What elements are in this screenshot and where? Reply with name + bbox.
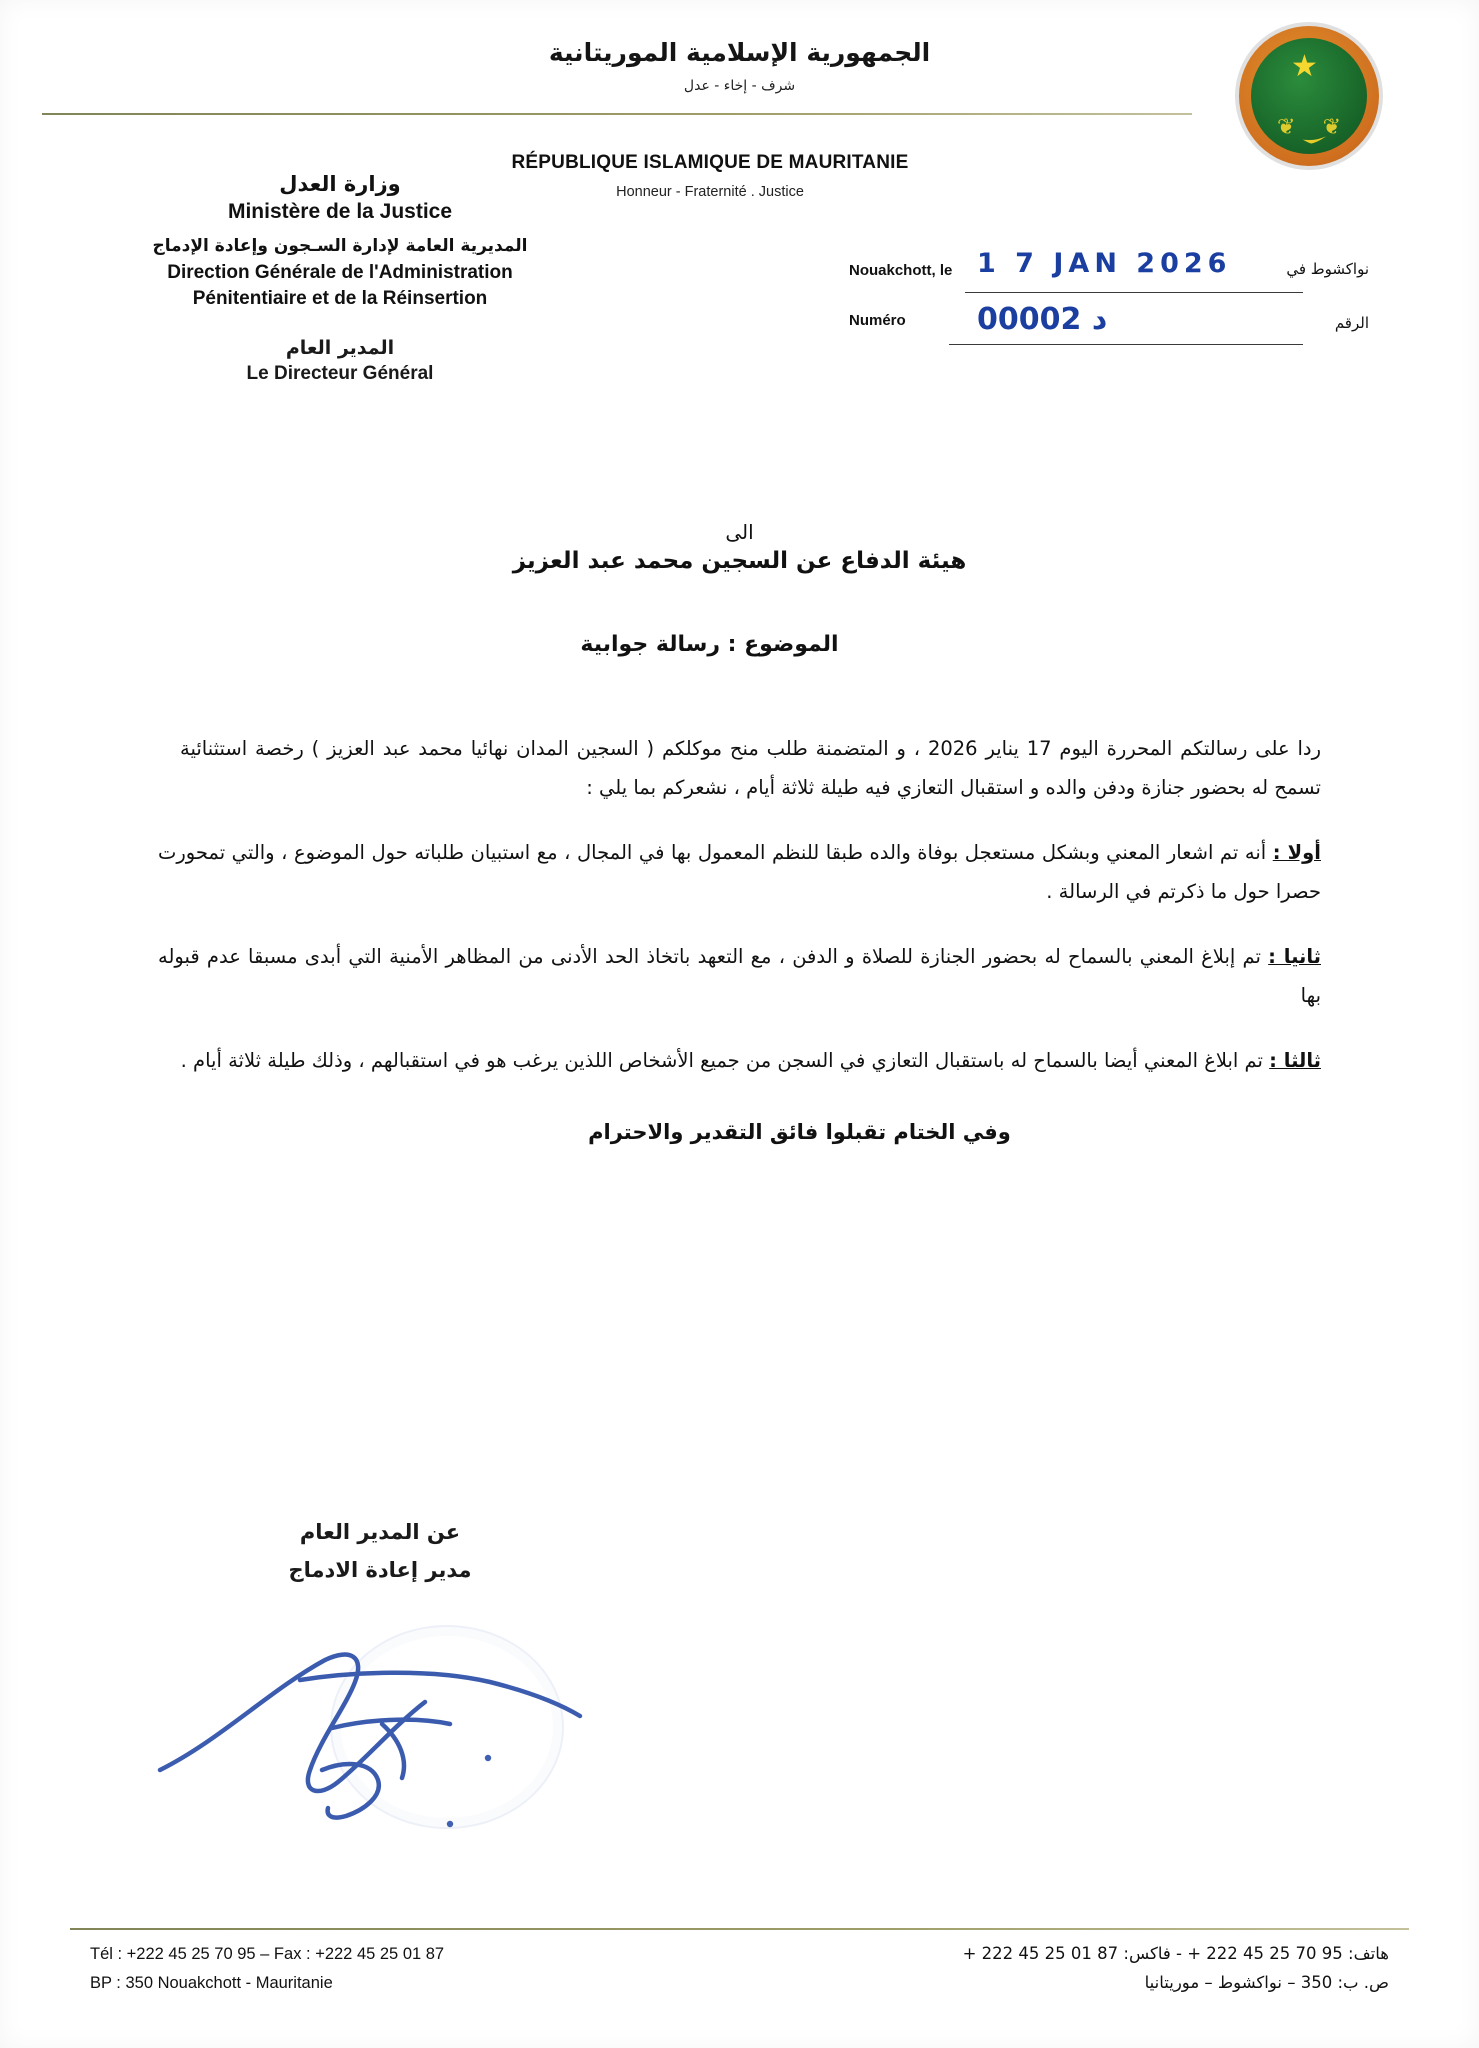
document-footer xyxy=(90,1940,1389,2010)
ministry-name-arabic: وزارة العدل xyxy=(279,172,401,196)
state-motto-arabic: شرف - إخاء - عدل xyxy=(683,78,796,94)
recipient-name: هيئة الدفاع عن السجين محمد عبد العزيز xyxy=(512,548,967,574)
letter-meta xyxy=(849,248,1369,356)
emblem-inner xyxy=(1251,38,1367,154)
date-label-arabic: نواكشوط في xyxy=(1286,260,1369,278)
letter-point-2 xyxy=(110,937,1369,1015)
directorate-french-line1: Direction Générale de l'Administration xyxy=(167,262,513,283)
state-name-arabic: الجمهورية الإسلامية الموريتانية xyxy=(548,38,931,67)
date-value: 1 7 JAN 2026 xyxy=(977,248,1232,279)
point-3-lead: ثالثا : xyxy=(1269,1049,1321,1072)
letter-body xyxy=(110,520,1369,1144)
number-row xyxy=(849,302,1369,356)
footer-address-french: BP : 350 Nouakchott - Mauritanie xyxy=(90,1973,333,1992)
footer-phone-fax-french: Tél : +222 45 25 70 95 – Fax : +222 45 25 01 87 xyxy=(90,1945,445,1963)
number-label-french: Numéro xyxy=(849,312,906,329)
directorate-arabic: المديرية العامة لإدارة السـجون وإعادة الإدماج xyxy=(152,236,528,256)
state-motto-french: Honneur - Fraternité . Justice xyxy=(616,184,804,200)
signature-line-1: عن المدير العام xyxy=(299,1520,461,1544)
point-1-text: أنه تم اشعار المعني وبشكل مستعجل بوفاة والده طبقا للنظم المعمول بها في المجال ، مع استبيان طلباته حول الموضوع ، والتي تمحورت حصرا حول ما ذكرتم في الرسالة . xyxy=(158,841,1321,903)
footer-french xyxy=(90,1940,444,1998)
signature-line-2: مدير إعادة الادماج xyxy=(288,1558,472,1582)
palm-left-icon: ❦ xyxy=(1277,114,1296,139)
letter-subject: الموضوع : رسالة جوابية xyxy=(580,632,839,657)
footer-divider xyxy=(70,1928,1409,1930)
ministry-block xyxy=(60,172,620,385)
number-underline xyxy=(949,344,1303,345)
official-round-stamp xyxy=(330,1625,564,1829)
point-3-text: تم ابلاغ المعني أيضا بالسماح له باستقبال التعازي في السجن من جميع الأشخاص اللذين يرغب هو في استقبالهم ، وذلك طيلة ثلاثة أيام . xyxy=(180,1049,1270,1072)
directorate-french xyxy=(60,260,620,311)
point-2-text: تم إبلاغ المعني بالسماح له بحضور الجنازة للصلاة و الدفن ، مع التعهد باتخاذ الحد الأدنى من المظاهر الأمنية التي أبدى مسبقا عدم قبوله بها xyxy=(158,945,1321,1007)
point-1-lead: أولا : xyxy=(1272,841,1321,864)
directorate-french-line2: Pénitentiaire et de la Réinsertion xyxy=(192,287,488,309)
signer-title-arabic: المدير العام xyxy=(285,337,395,360)
letter-closing: وفي الختام تقبلوا فائق التقدير والاحترام xyxy=(588,1120,1011,1144)
footer-arabic xyxy=(963,1940,1389,1998)
letter-point-1 xyxy=(110,833,1369,911)
number-label-arabic: الرقم xyxy=(1334,314,1369,332)
date-label-french: Nouakchott, le xyxy=(849,262,953,279)
letter-point-3 xyxy=(110,1041,1369,1080)
number-value: 00002 د xyxy=(977,302,1108,337)
palm-right-icon: ❦ xyxy=(1322,114,1341,139)
date-row xyxy=(849,248,1369,302)
signer-title-french: Le Directeur Général xyxy=(246,363,434,385)
state-name-french: RÉPUBLIQUE ISLAMIQUE DE MAURITANIE xyxy=(511,152,909,173)
footer-phone-fax-arabic: هاتف: 95 70 25 45 222 + - فاكس: 87 01 25 45 222 + xyxy=(962,1944,1389,1963)
signature-block xyxy=(0,1520,760,1582)
ministry-name-french: Ministère de la Justice xyxy=(227,200,453,223)
point-2-lead: ثانيا : xyxy=(1268,945,1321,968)
letter-intro-paragraph: ردا على رسالتكم المحررة اليوم 17 يناير 2026 ، و المتضمنة طلب منح موكلكم ( السجين المدان نهائيا محمد عبد العزيز ) رخصة استثنائية تسمح له بحضور جنازة ودفن والده و استقبال التعازي فيه طيلة ثلاثة أيام ، نشعركم بما يلي : xyxy=(180,737,1321,799)
national-emblem-icon xyxy=(1235,22,1383,170)
star-icon: ★ xyxy=(1291,50,1318,83)
footer-address-arabic: ص. ب: 350 – نواكشوط – موريتانيا xyxy=(1144,1972,1389,1992)
recipient-prefix: الى xyxy=(725,520,754,544)
header-divider xyxy=(42,113,1192,115)
date-underline xyxy=(965,292,1303,293)
